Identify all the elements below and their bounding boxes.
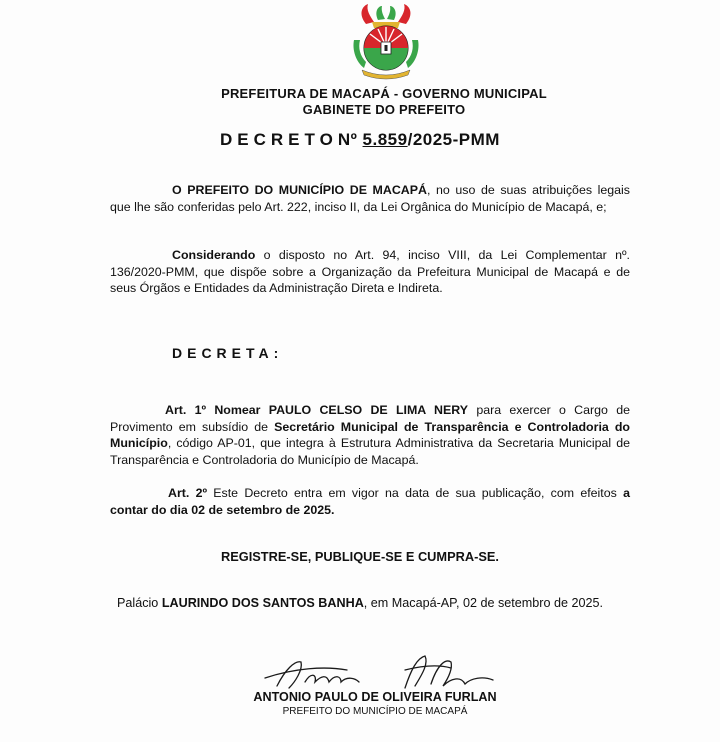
art2-lead: Art. 2º xyxy=(168,486,208,500)
place-date-line xyxy=(0,596,720,610)
header-subtitle: GABINETE DO PREFEITO xyxy=(302,102,466,117)
signer-name: ANTONIO PAULO DE OLIVEIRA FURLAN xyxy=(253,690,497,704)
decree-number: 5.859 xyxy=(362,130,408,149)
considering-text: o disposto no Art. 94, inciso VIII, da Lei Complementar nº. 136/2020-PMM, que dispõe sobre a Organização da Prefeitura Municipal de Macapá e de seus Órgãos e Entidades da Administração Direta e Indireta. xyxy=(110,248,630,295)
decree-title xyxy=(0,130,720,150)
closing-statement: REGISTRE-SE, PUBLIQUE-SE E CUMPRA-SE. xyxy=(220,549,499,564)
considering-bold: Considerando xyxy=(172,248,256,262)
intro-bold: O PREFEITO DO MUNICÍPIO DE MACAPÁ xyxy=(172,183,427,197)
considering-paragraph xyxy=(110,247,630,297)
header-title: PREFEITURA DE MACAPÁ - GOVERNO MUNICIPAL xyxy=(221,86,547,101)
art1-text2: , código AP-01, que integra à Estrutura Administrativa da Secretaria Municipal de Transparência e Controladoria do Município de Macapá. xyxy=(110,436,630,467)
place-palace: LAURINDO DOS SANTOS BANHA xyxy=(161,596,364,610)
signer-role: PREFEITO DO MUNICÍPIO DE MACAPÁ xyxy=(282,706,468,717)
intro-paragraph xyxy=(110,182,630,215)
decree-word: DECRETO xyxy=(220,130,338,149)
decree-number-prefix: Nº xyxy=(337,130,363,149)
decree-suffix: /2025-PMM xyxy=(407,130,500,149)
article-2 xyxy=(110,485,630,518)
place-pre: Palácio xyxy=(117,596,162,610)
art1-position: Secretário Municipal de Transparência e Controladoria do Município xyxy=(110,419,630,450)
coat-of-arms-icon xyxy=(348,2,424,80)
art2-text: Este Decreto entra em vigor na data de sua publicação, com efeitos xyxy=(207,486,624,500)
article-1 xyxy=(110,402,630,468)
art2-bold: a contar do dia 02 de setembro de 2025. xyxy=(110,486,630,517)
place-post: , em Macapá-AP, 02 de setembro de 2025. xyxy=(363,596,603,610)
intro-text: , no uso de suas atribuições legais que lhe são conferidas pelo Art. 222, inciso II, da Lei Orgânica do Município de Macapá, e; xyxy=(110,183,630,214)
art1-lead: Art. 1º Nomear PAULO CELSO DE LIMA NERY xyxy=(165,403,469,417)
art1-text1: para exercer o Cargo de Provimento em subsídio de xyxy=(110,403,630,434)
decreta-heading: DECRETA: xyxy=(172,345,284,361)
